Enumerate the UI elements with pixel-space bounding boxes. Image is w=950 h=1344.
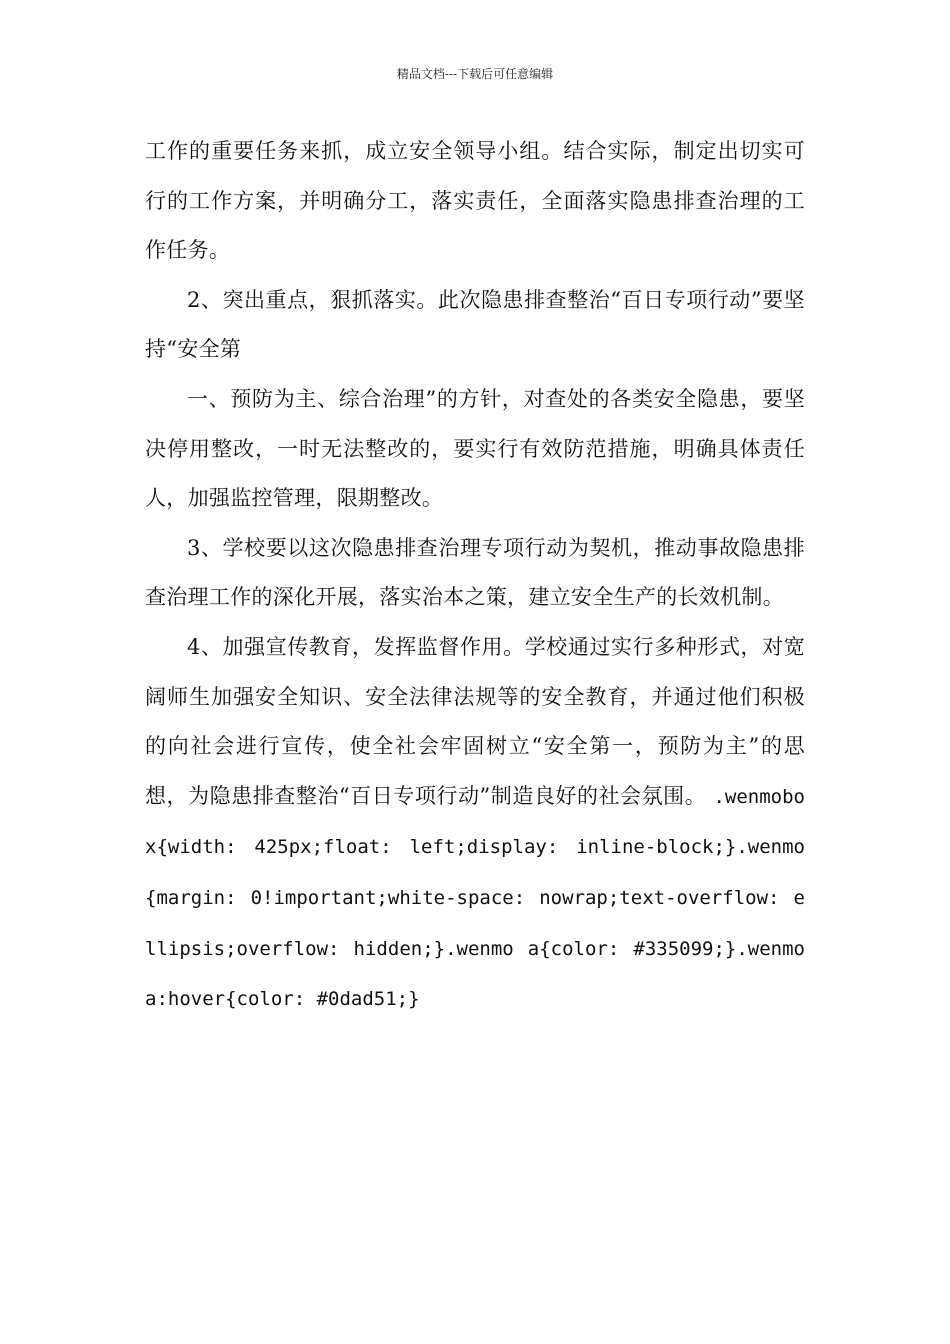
paragraph-principle: 一、预防为主、综合治理”的方针，对查处的各类安全隐患，要坚决停用整改，一时无法整改的，要实行有效防范措施，明确具体责任人，加强监控管理，限期整改。 xyxy=(145,386,805,511)
leaked-css-code: .wenmobox{width: 425px;float: left;display: inline-block;}.wenmo{margin: 0!important;white-space: nowrap;text-overflow: ellipsis;overflow: hidden;}.wenmo a{color: #335099;}.wenmo a:hover{color: #0dad51;} xyxy=(145,785,805,1011)
document-body xyxy=(145,127,805,1025)
paragraph-continuation: 工作的重要任务来抓，成立安全领导小组。结合实际，制定出切实可行的工作方案，并明确分工，落实责任，全面落实隐患排查治理的工作任务。 xyxy=(145,139,805,263)
paragraph-item-2: 2、突出重点，狠抓落实。此次隐患排查整治“百日专项行动”要坚持“安全第 xyxy=(145,287,805,362)
paragraph-item-3: 3、学校要以这次隐患排查治理专项行动为契机，推动事故隐患排查治理工作的深化开展，落实治本之策，建立安全生产的长效机制。 xyxy=(145,535,805,610)
paragraph-item-4-text: 4、加强宣传教育，发挥监督作用。学校通过实行多种形式，对宽阔师生加强安全知识、安全法律法规等的安全教育，并通过他们积极的向社会进行宣传，使全社会牢固树立“安全第一，预防为主”的思想，为隐患排查整治“百日专项行动”制造良好的社会氛围。 xyxy=(145,634,805,808)
page-header: 精品文档---下载后可任意编辑 xyxy=(396,67,554,81)
paragraph-item-4 xyxy=(145,623,805,1025)
